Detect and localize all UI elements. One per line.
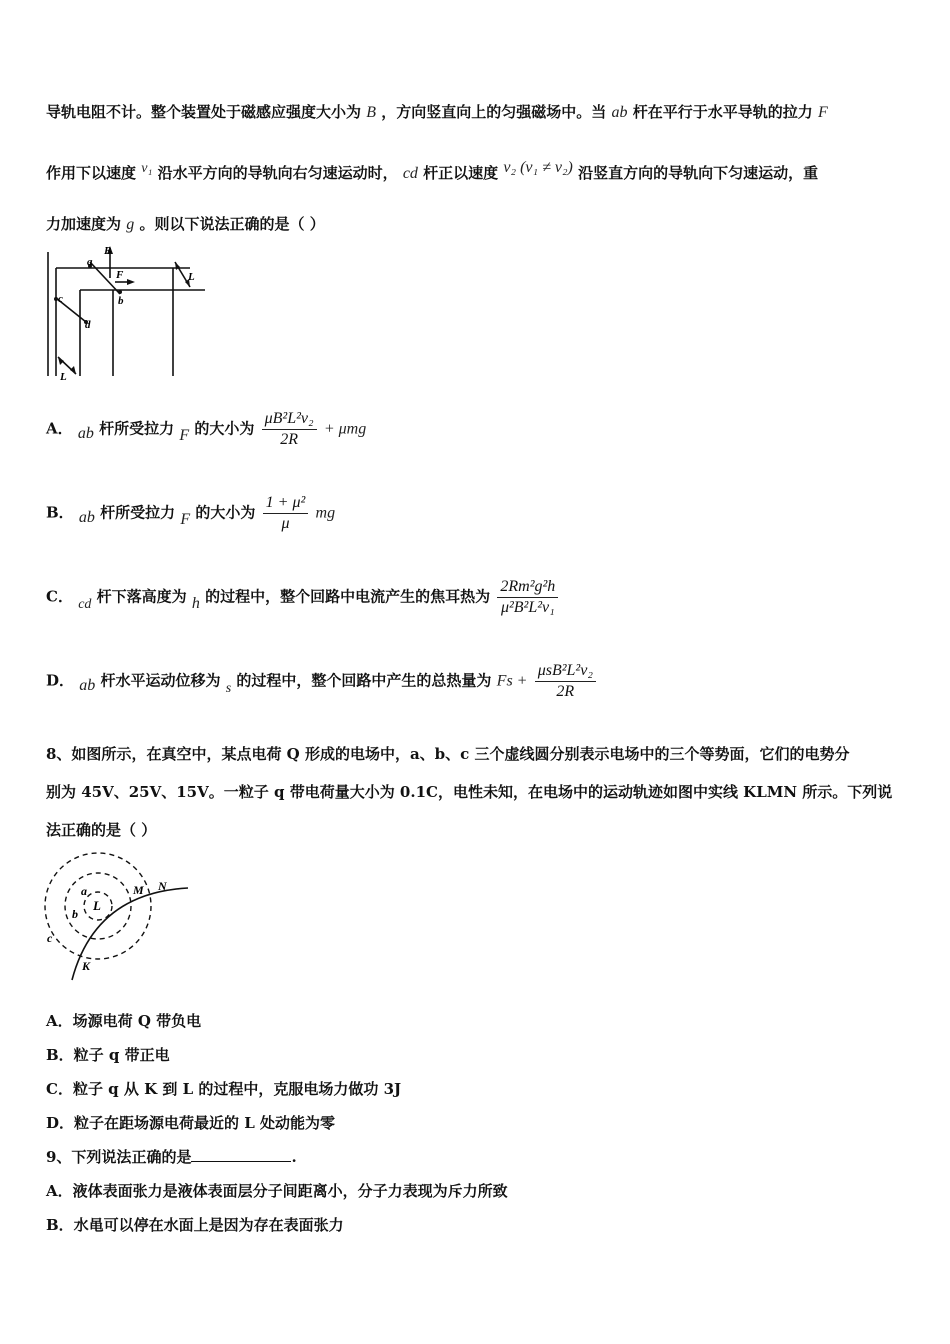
q7-math: F xyxy=(180,510,191,528)
q7-math: B xyxy=(366,104,377,121)
q7-option-a xyxy=(46,410,366,449)
fraction-numerator: 1 + μ² xyxy=(263,494,309,514)
q8-option-a: A．场源电荷 Q 带负电 xyxy=(46,1012,202,1030)
q7-math: Fs + xyxy=(496,672,528,690)
q7-math: s xyxy=(225,680,232,696)
q7-option-b-fraction xyxy=(263,494,309,533)
q7-option-a-fraction xyxy=(262,410,317,449)
fraction-denominator: μ xyxy=(281,515,290,532)
q8-label-a: a xyxy=(81,884,87,898)
q7-label-b: b xyxy=(118,295,124,307)
option-text: 的过程中，整个回路中电流产生的焦耳热为 xyxy=(205,587,491,606)
q8-stem-line-2: 别为 45V、25V、15V。一粒子 q 带电荷量大小为 0.1C，电性未知，在电场中的运动轨迹如图中实线 KLMN 所示。下列说 xyxy=(46,783,893,801)
option-text: 杆所受拉力 xyxy=(99,419,175,438)
q8-stem-line-3: 法正确的是（ ） xyxy=(46,821,157,839)
q7-option-d xyxy=(46,662,598,701)
option-text: 杆水平运动位移为 xyxy=(100,671,221,690)
q8-label-N: N xyxy=(158,879,167,893)
q7-stem-line-2 xyxy=(46,159,819,183)
q8-label-b: b xyxy=(72,907,78,921)
q7-text: 杆正以速度 xyxy=(423,164,499,182)
option-text: 的大小为 xyxy=(194,419,255,438)
option-letter: D． xyxy=(46,671,75,690)
q7-label-B: B xyxy=(104,245,112,257)
q7-label-L-top: L xyxy=(188,271,195,283)
q7-label-L-bottom: L xyxy=(60,371,67,383)
q7-option-d-fraction xyxy=(535,662,596,701)
q8-label-M: M xyxy=(133,883,144,897)
q7-text: 沿竖直方向的导轨向下匀速运动，重 xyxy=(578,164,819,182)
q7-math: v₂ (v₁ ≠ v₂) xyxy=(503,159,573,176)
option-text: 的大小为 xyxy=(195,503,256,522)
q7-math: ab xyxy=(79,676,96,694)
q7-stem-line-3 xyxy=(46,213,325,234)
q9-stem xyxy=(46,1146,297,1167)
q7-text: 沿水平方向的导轨向右匀速运动时， xyxy=(157,164,398,182)
q7-option-b xyxy=(46,494,335,533)
fraction-denominator: μ²B²L²v₁ xyxy=(500,599,555,616)
q8-label-L: L xyxy=(93,898,101,913)
q7-label-d: d xyxy=(85,319,91,331)
answer-blank[interactable] xyxy=(191,1147,291,1162)
option-letter: C． xyxy=(46,587,73,606)
q9-option-a: A．液体表面张力是液体表面层分子间距离小，分子力表现为斥力所致 xyxy=(46,1182,508,1200)
fraction-numerator: μB²L²v₂ xyxy=(262,410,317,430)
q7-math: cd xyxy=(402,165,418,182)
q7-label-c: c xyxy=(58,293,63,305)
option-text: 杆所受拉力 xyxy=(100,503,176,522)
q7-text: 作用下以速度 xyxy=(46,164,137,182)
q8-option-d: D．粒子在距场源电荷最近的 L 处动能为零 xyxy=(46,1114,336,1132)
q7-text: 力加速度为 xyxy=(46,215,122,233)
q8-option-c: C．粒子 q 从 K 到 L 的过程中，克服电场力做功 3J xyxy=(46,1080,402,1098)
q7-math: ab xyxy=(77,424,94,442)
q7-rail-diagram xyxy=(40,242,215,384)
q9-stem-text: . xyxy=(291,1148,297,1166)
q7-text: 杆在平行于水平导轨的拉力 xyxy=(632,103,813,121)
q8-stem-line-1: 8、如图所示，在真空中，某点电荷 Q 形成的电场中，a、b、c 三个虚线圆分别表示电场中的三个等势面，它们的电势分 xyxy=(46,745,850,763)
q9-stem-text: 9、下列说法正确的是 xyxy=(46,1148,192,1166)
q8-label-K: K xyxy=(82,959,91,973)
option-letter: A． xyxy=(46,419,73,438)
q7-math: F xyxy=(818,104,828,121)
q7-math: mg xyxy=(315,504,336,522)
option-text: 杆下落高度为 xyxy=(96,587,187,606)
option-letter: B． xyxy=(46,503,74,522)
option-text: 的过程中，整个回路中产生的总热量为 xyxy=(236,671,492,690)
q7-math: v₁ xyxy=(141,161,153,176)
q7-math: + μmg xyxy=(323,420,367,438)
q7-label-F: F xyxy=(116,269,124,281)
q7-text: 导轨电阻不计。整个装置处于磁感应强度大小为 xyxy=(46,103,362,121)
q8-option-b: B．粒子 q 带正电 xyxy=(46,1046,170,1064)
q7-option-c xyxy=(46,578,560,617)
q7-text: 。则以下说法正确的是（ ） xyxy=(139,215,325,233)
q7-math: ab xyxy=(611,104,628,121)
q7-math: cd xyxy=(78,596,92,612)
q9-option-b: B．水黾可以停在水面上是因为存在表面张力 xyxy=(46,1216,344,1234)
fraction-denominator: 2R xyxy=(556,683,575,700)
fraction-denominator: 2R xyxy=(280,431,298,448)
q7-math: F xyxy=(179,426,190,444)
q7-math: g xyxy=(126,216,135,233)
q7-text: ，方向竖直向上的匀强磁场中。当 xyxy=(381,103,607,121)
q7-label-a: a xyxy=(87,256,93,268)
q7-stem-line-1 xyxy=(46,101,828,122)
fraction-numerator: μsB²L²v₂ xyxy=(535,662,596,682)
fraction-numerator: 2Rm²g²h xyxy=(497,578,558,598)
q8-equipotential-diagram xyxy=(40,848,195,983)
q8-label-c: c xyxy=(47,931,53,945)
q7-math: h xyxy=(191,594,200,612)
q7-option-c-fraction xyxy=(497,578,558,617)
q7-math: ab xyxy=(78,508,95,526)
